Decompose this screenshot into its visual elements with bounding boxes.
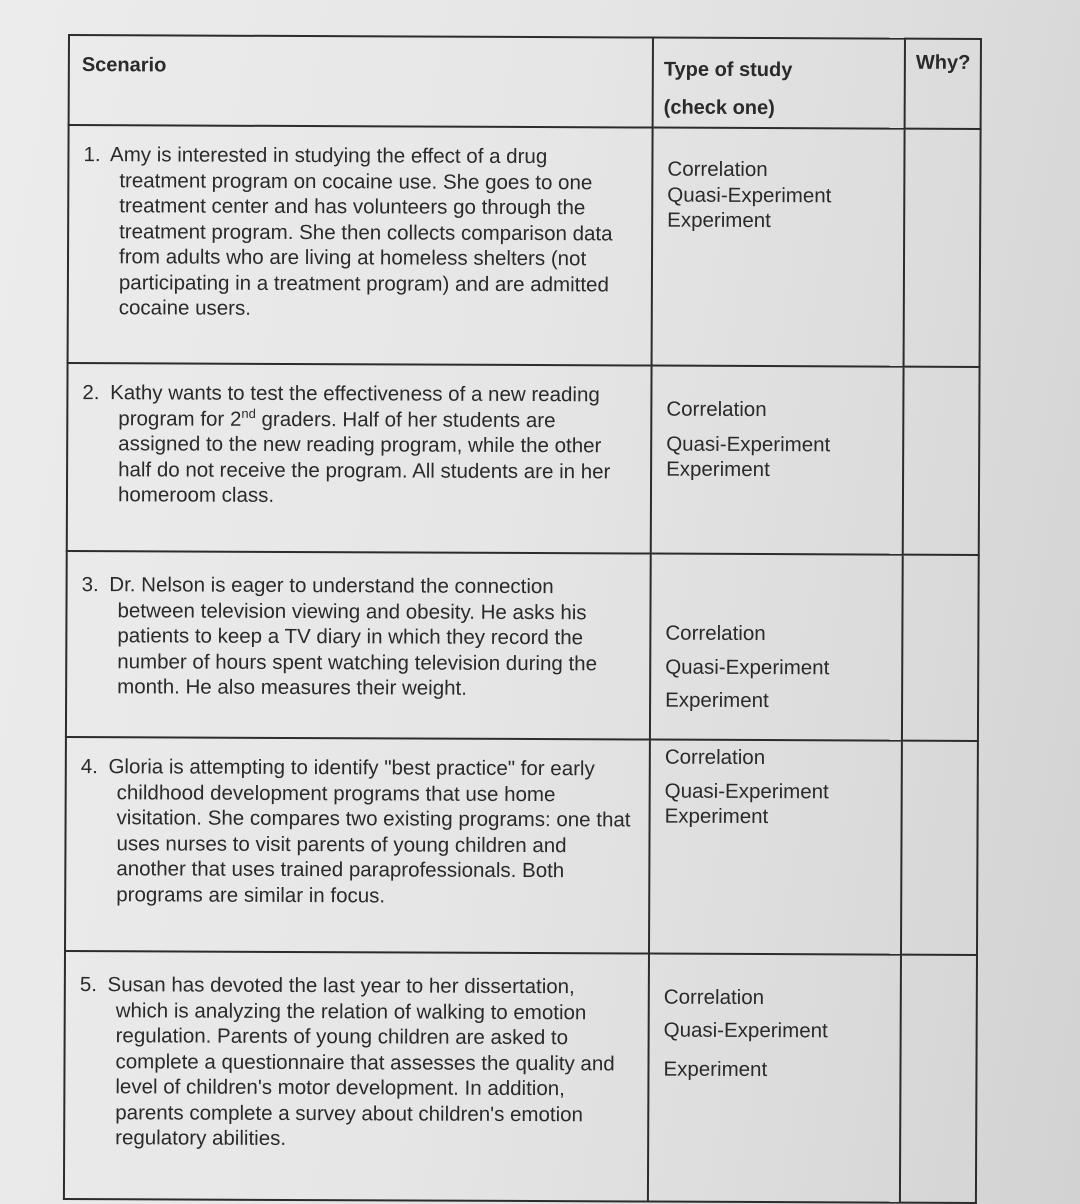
options-cell-5	[648, 954, 901, 1203]
option-quasi-experiment-4[interactable]: Quasi-Experiment	[664, 779, 829, 803]
option-correlation-1[interactable]: Correlation	[667, 157, 768, 182]
option-quasi-experiment-1[interactable]: Quasi-Experiment	[667, 183, 832, 207]
why-cell-2[interactable]	[903, 367, 980, 555]
header-row	[69, 35, 981, 129]
scenario-row-4	[65, 737, 978, 955]
option-experiment-1[interactable]: Experiment	[667, 208, 771, 233]
scenario-cell-4	[65, 737, 650, 954]
option-quasi-experiment-3[interactable]: Quasi-Experiment	[665, 655, 830, 679]
options-cell-2	[651, 366, 904, 555]
scenario-body-5: Susan has devoted the last year to her dissertation, which is analyzing the relation of walking to emotion regulation. Parents of young children are asked to complete a questionnaire that assesses the quality and level of children's motor development. In addition, parents complete a survey about children's emotion regulatory abilities.	[107, 973, 615, 1150]
why-cell-5[interactable]	[900, 955, 977, 1203]
scenario-row-2	[67, 363, 980, 555]
options-cell-3	[650, 554, 903, 741]
scenario-row-3	[66, 551, 979, 741]
option-correlation-4[interactable]: Correlation	[664, 745, 766, 770]
scenario-body-3: Dr. Nelson is eager to understand the connection between television viewing and obesity. He asks his patients to keep a TV diary in which they record the number of hours spent watching television during the month. He also measures their weight.	[109, 573, 598, 700]
scenario-number-4: 4.	[80, 755, 98, 779]
header-type-line1: Type of study	[663, 58, 793, 82]
header-why: Why?	[905, 39, 981, 129]
scenario-text-2	[82, 380, 633, 510]
option-experiment-5[interactable]: Experiment	[663, 1057, 768, 1082]
scenario-body-2a: Kathy wants to test the effectiveness of a new reading program for 2	[110, 381, 600, 431]
options-cell-4	[649, 740, 902, 955]
option-experiment-2[interactable]: Experiment	[666, 457, 770, 482]
option-experiment-3[interactable]: Experiment	[665, 688, 769, 713]
scenario-superscript-2: nd	[241, 405, 256, 421]
option-quasi-experiment-5[interactable]: Quasi-Experiment	[663, 1018, 828, 1043]
why-cell-3[interactable]	[902, 555, 979, 741]
scenario-text-1	[83, 142, 634, 323]
option-experiment-4[interactable]: Experiment	[664, 804, 769, 829]
option-quasi-experiment-2[interactable]: Quasi-Experiment	[666, 432, 831, 456]
scenario-body-4: Gloria is attempting to identify "best practice" for early childhood development programs that use home visitation. She compares two existing programs: one that uses nurses to visit parents of young children and another that uses trained paraprofessionals. Both programs are similar in focus.	[108, 755, 631, 907]
header-scenario: Scenario	[69, 35, 653, 128]
why-cell-4[interactable]	[901, 741, 978, 955]
scenario-number-2: 2.	[82, 381, 100, 405]
scenario-number-1: 1.	[83, 143, 101, 167]
scenario-cell-5	[64, 951, 649, 1202]
scenario-body-1: Amy is interested in studying the effect of a drug treatment program on cocaine use. She goes to one treatment center and has volunteers go through the treatment program. She then collects comparison data from adults who are living at homeless shelters (not participating in a treatment program) and are admitted cocaine users.	[110, 143, 613, 320]
option-correlation-2[interactable]: Correlation	[666, 397, 767, 422]
scenario-row-5	[64, 951, 977, 1203]
header-type-line2: (check one)	[663, 96, 775, 120]
scenario-text-3	[81, 572, 632, 702]
header-type-of-study	[653, 38, 905, 129]
scenario-body-2b: graders. Half of her students are assigned to the new reading program, while the other half do not receive the program. All students are in her homeroom class.	[117, 407, 611, 507]
option-correlation-3[interactable]: Correlation	[665, 621, 766, 646]
study-type-table	[63, 34, 982, 1204]
scenario-text-4	[80, 754, 631, 909]
scenario-cell-1	[68, 125, 653, 366]
why-cell-1[interactable]	[904, 129, 981, 367]
scenario-cell-2	[67, 363, 652, 554]
scenario-number-3: 3.	[81, 573, 99, 597]
scenario-number-5: 5.	[79, 973, 98, 997]
scenario-row-1	[68, 125, 981, 367]
scenario-cell-3	[66, 551, 651, 740]
scenario-text-5	[79, 972, 630, 1153]
study-type-table-wrapper	[63, 34, 980, 1192]
option-correlation-5[interactable]: Correlation	[663, 985, 765, 1010]
options-cell-1	[652, 128, 905, 367]
